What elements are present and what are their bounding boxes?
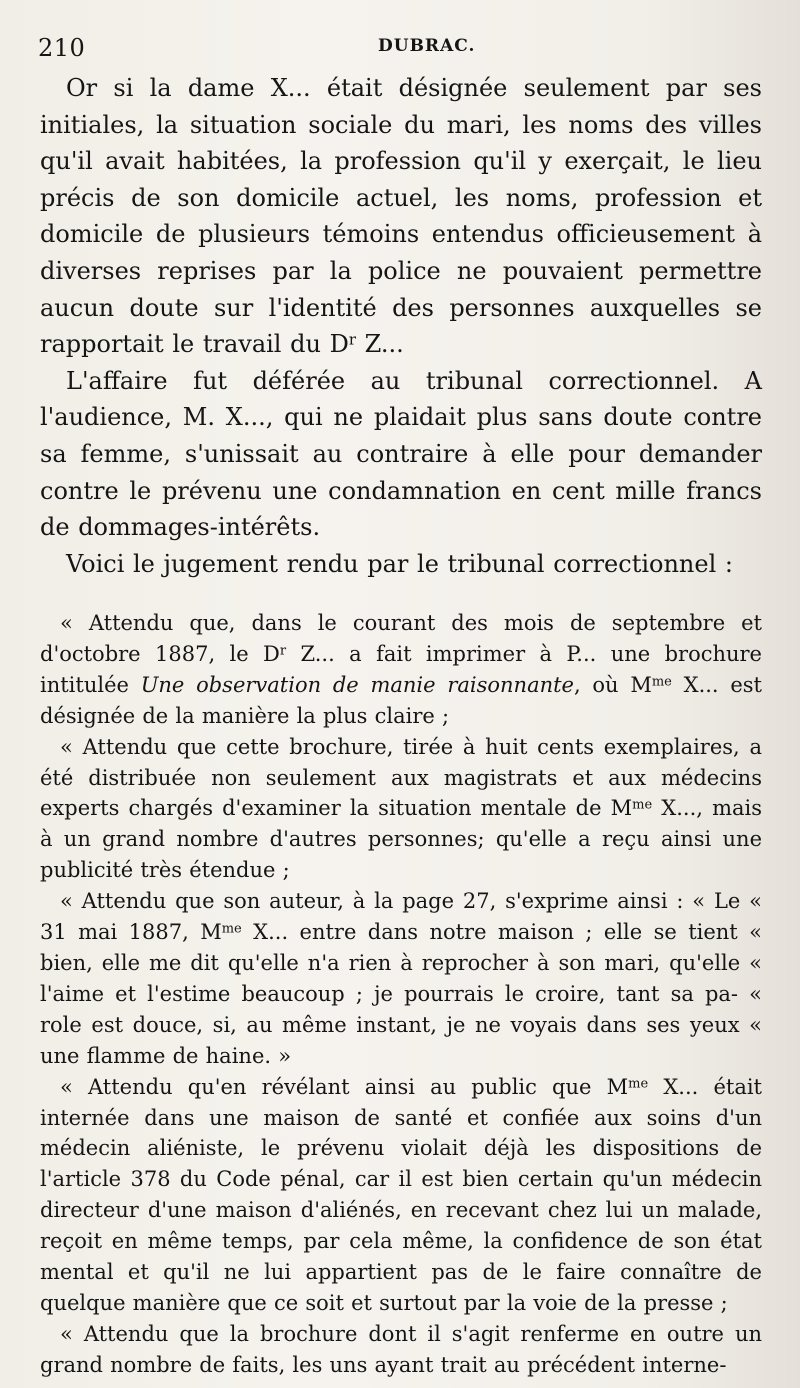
paragraph-text-end: Z... bbox=[355, 330, 404, 359]
paragraph-hearing: L'affaire fut déférée au tribunal correctionnel. A l'audience, M. X..., qui ne plaidait plus sans doute contre sa femme, s'unissait au contraire à elle pour demander contre le prévenu une condamnation en cent mille francs de dommages-intérêts. bbox=[40, 366, 762, 542]
body-text bbox=[40, 70, 762, 582]
brochure-title: Une observation de manie raisonnante bbox=[140, 672, 574, 697]
paragraph-text: Or si la dame X... était désignée seulement par ses initiales, la situation sociale du mari, les noms des villes qu'il avait habitées, la profession qu'il y exerçait, le lieu précis de son domicile actuel, les noms, profession et domicile de plusieurs témoins entendus officieusement à diverses reprises par la police ne pouvaient permettre aucun doute sur l'identité des personnes auxquelles se rapportait le travail du D bbox=[40, 74, 762, 359]
paragraph-intro-judgment: Voici le jugement rendu par le tribunal correctionnel : bbox=[66, 549, 733, 578]
judgment-paragraph bbox=[40, 732, 762, 887]
superscript: r bbox=[279, 643, 287, 659]
judgment-paragraph bbox=[40, 886, 762, 1071]
judgment-paragraph: « Attendu que la brochure dont il s'agit renferme en outre un grand nombre de faits, les uns ayant trait au précédent interne- bbox=[40, 1321, 762, 1377]
superscript: me bbox=[651, 674, 672, 690]
judgment-text-part: « Attendu qu'en révélant ainsi au public que M bbox=[60, 1074, 629, 1099]
judgment-text-part: X... entre dans notre maison ; elle se tient « bien, elle me dit qu'elle n'a rien à reprocher à son mari, qu'elle « l'aime et l'estime beaucoup ; je pourrais le croire, tant sa pa- « role est douce, si, au même instant, je ne voyais dans ses yeux « une flamme de haine. » bbox=[40, 920, 762, 1068]
judgment-paragraph bbox=[40, 1072, 762, 1319]
page-header bbox=[38, 30, 762, 64]
paragraph-identity bbox=[40, 70, 762, 363]
judgment-text-part: X..., mais à un grand nombre d'autres personnes; qu'elle a reçu ainsi une publicité très étendue ; bbox=[40, 796, 762, 883]
judgment-text-part: X... était internée dans une maison de santé et confiée aux soins d'un médecin aliéniste, le prévenu violait déjà les dispositions de l'article 378 du Code pénal, car il est bien certain qu'un médecin directeur d'une maison d'aliénés, en recevant chez lui un malade, reçoit en même temps, par cela même, la confidence de son état mental et qu'il ne lui appartient pas de le faire connaître de quelque manière que ce soit et surtout par la voie de la presse ; bbox=[40, 1074, 762, 1315]
judgment-text bbox=[40, 608, 762, 1381]
judgment-text-part: « Attendu que son auteur, à la page 27, s'exprime ainsi : « Le « 31 mai 1887, M bbox=[40, 889, 762, 945]
judgment-text-part: X... est désignée de la manière la plus claire ; bbox=[40, 672, 762, 728]
superscript: me bbox=[632, 797, 653, 813]
judgment-text-part: « Attendu que cette brochure, tirée à huit cents exemplaires, a été distribuée non seulement aux magistrats et aux médecins experts chargés d'examiner la situation mentale de M bbox=[40, 734, 762, 821]
superscript: me bbox=[221, 921, 242, 937]
superscript: me bbox=[628, 1076, 649, 1092]
page-number: 210 bbox=[38, 34, 86, 62]
judgment-text-part: Z... a fait imprimer à P... une brochure intitulée bbox=[40, 641, 762, 697]
judgment-text-part: « Attendu que, dans le courant des mois de septembre et d'octobre 1887, le D bbox=[40, 611, 762, 666]
judgment-paragraph bbox=[40, 608, 762, 732]
superscript: r bbox=[348, 330, 356, 349]
judgment-text-part: , où M bbox=[573, 672, 652, 697]
running-head: DUBRAC. bbox=[378, 36, 476, 56]
